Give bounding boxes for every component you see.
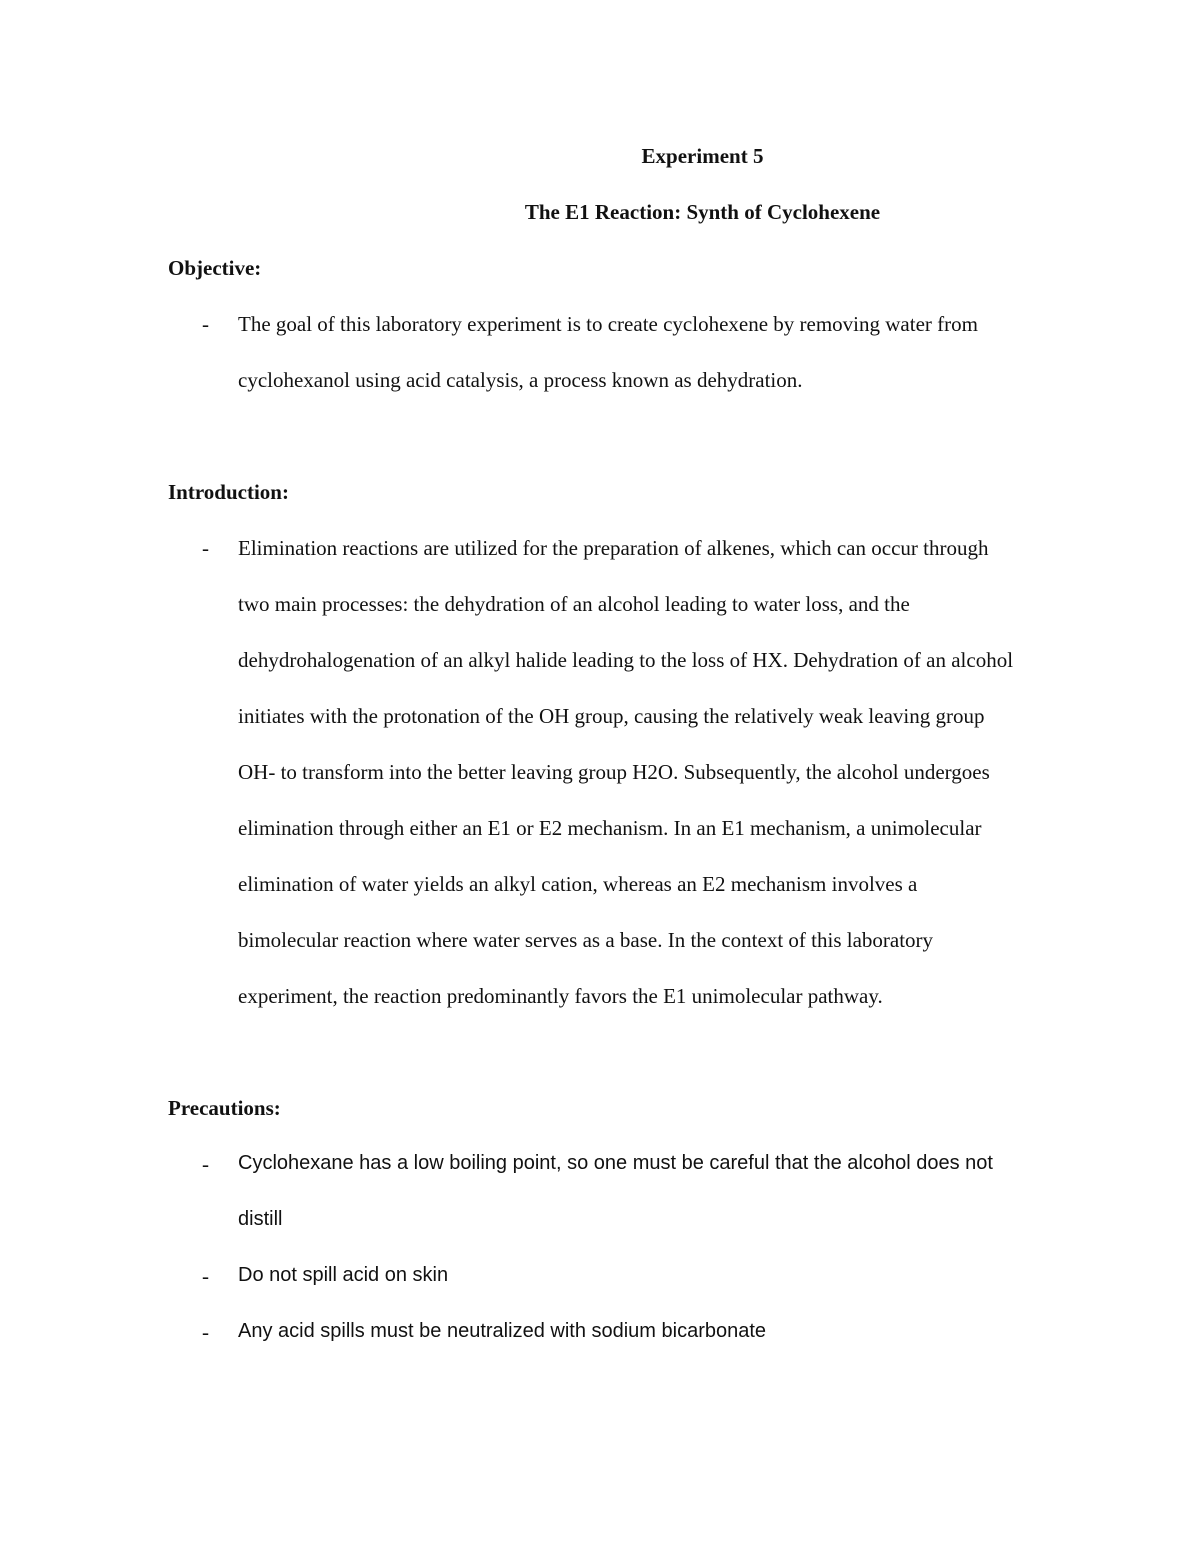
bullet-marker: - xyxy=(202,312,209,336)
introduction-line: experiment, the reaction predominantly favors the E1 unimolecular pathway. xyxy=(238,984,883,1008)
introduction-line: Elimination reactions are utilized for the preparation of alkenes, which can occur through xyxy=(238,536,989,560)
introduction-line: initiates with the protonation of the OH group, causing the relatively weak leaving group xyxy=(238,704,985,728)
precaution-line: Cyclohexane has a low boiling point, so one must be careful that the alcohol does not xyxy=(238,1152,993,1174)
precaution-line: Do not spill acid on skin xyxy=(238,1264,449,1286)
introduction-line: OH- to transform into the better leaving group H2O. Subsequently, the alcohol undergoes xyxy=(238,760,990,784)
introduction-line: elimination of water yields an alkyl cation, whereas an E2 mechanism involves a xyxy=(238,872,918,896)
bullet-marker: - xyxy=(202,1152,209,1176)
precautions-heading: Precautions: xyxy=(168,1096,281,1120)
objective-heading: Objective: xyxy=(168,256,262,280)
bullet-marker: - xyxy=(202,1320,209,1344)
bullet-marker: - xyxy=(202,536,209,560)
document-subtitle: The E1 Reaction: Synth of Cyclohexene xyxy=(524,200,881,224)
document-title: Experiment 5 xyxy=(641,144,764,168)
precaution-line: Any acid spills must be neutralized with sodium bicarbonate xyxy=(238,1320,767,1342)
introduction-line: elimination through either an E1 or E2 mechanism. In an E1 mechanism, a unimolecular xyxy=(238,816,982,840)
introduction-heading: Introduction: xyxy=(168,480,289,504)
introduction-line: dehydrohalogenation of an alkyl halide leading to the loss of HX. Dehydration of an alcohol xyxy=(238,648,1014,672)
objective-line: The goal of this laboratory experiment is to create cyclohexene by removing water from xyxy=(238,312,978,336)
objective-line: cyclohexanol using acid catalysis, a process known as dehydration. xyxy=(238,368,803,392)
bullet-marker: - xyxy=(202,1264,209,1288)
introduction-line: bimolecular reaction where water serves as a base. In the context of this laboratory xyxy=(238,928,934,952)
introduction-line: two main processes: the dehydration of an alcohol leading to water loss, and the xyxy=(238,592,910,616)
precaution-line: distill xyxy=(238,1208,283,1230)
